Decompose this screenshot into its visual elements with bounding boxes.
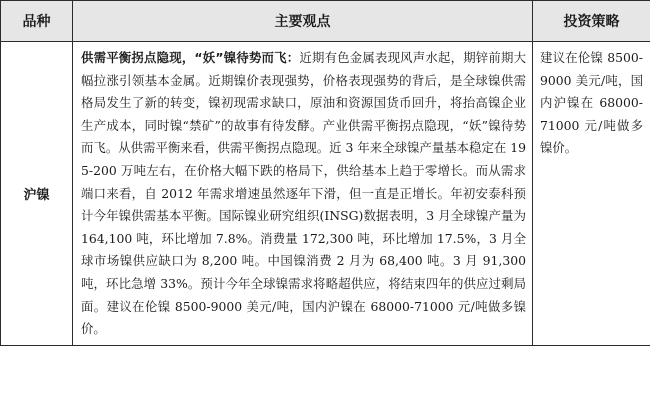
view-lead: 供需平衡拐点隐现，“妖”镍待势而飞： [81, 50, 300, 65]
variety-cell: 沪镍 [1, 42, 73, 346]
header-variety: 品种 [1, 1, 73, 42]
header-main-view: 主要观点 [73, 1, 533, 42]
view-body: 近期有色金属表现风声水起，期锌前期大幅拉涨引领基本金属。近期镍价表现强势，价格表现强势的背后，是全球镍供需格局发生了新的转变，镍初现需求缺口，原油和资源国货币回升，将抬高镍企业生产成本，同时镍“禁矿”的故事有待发酵。产业供需平衡拐点隐现，“妖”镍待势而飞。从供需平衡来看，供需平衡拐点隐现。近 3 年来全球镍产量基本稳定在 195-200 万吨左右，在价格大幅下跌的格局下，供给基本上趋于零增长。而从需求端口来看，自 2012 年需求增速虽然逐年下滑，但一直是正增长。年初安泰科预计今年镍供需基本平衡。国际镍业研究组织(INSG)数据表明，3 月全球镍产量为 164,100 吨，环比增加 7.8%。消费量 172,300 吨，环比增加 17.5%，3 月全球市场镍供应缺口为 8,200 吨。中国镍消费 2 月为 68,400 吨。3 月 91,300 吨，环比急增 33%。预计今年全球镍需求将略超供应，将结束四年的供应过剩局面。建议在伦镍 8500-9000 美元/吨，国内沪镍在 68000-71000 元/吨做多镍价。 [81, 50, 526, 337]
header-row [1, 1, 650, 42]
table-row [1, 42, 650, 346]
header-strategy: 投资策略 [533, 1, 650, 42]
strategy-cell: 建议在伦镍 8500-9000 美元/吨，国内沪镍在 68000-71000 元/吨做多镍价。 [533, 42, 650, 346]
main-view-cell [73, 42, 533, 346]
